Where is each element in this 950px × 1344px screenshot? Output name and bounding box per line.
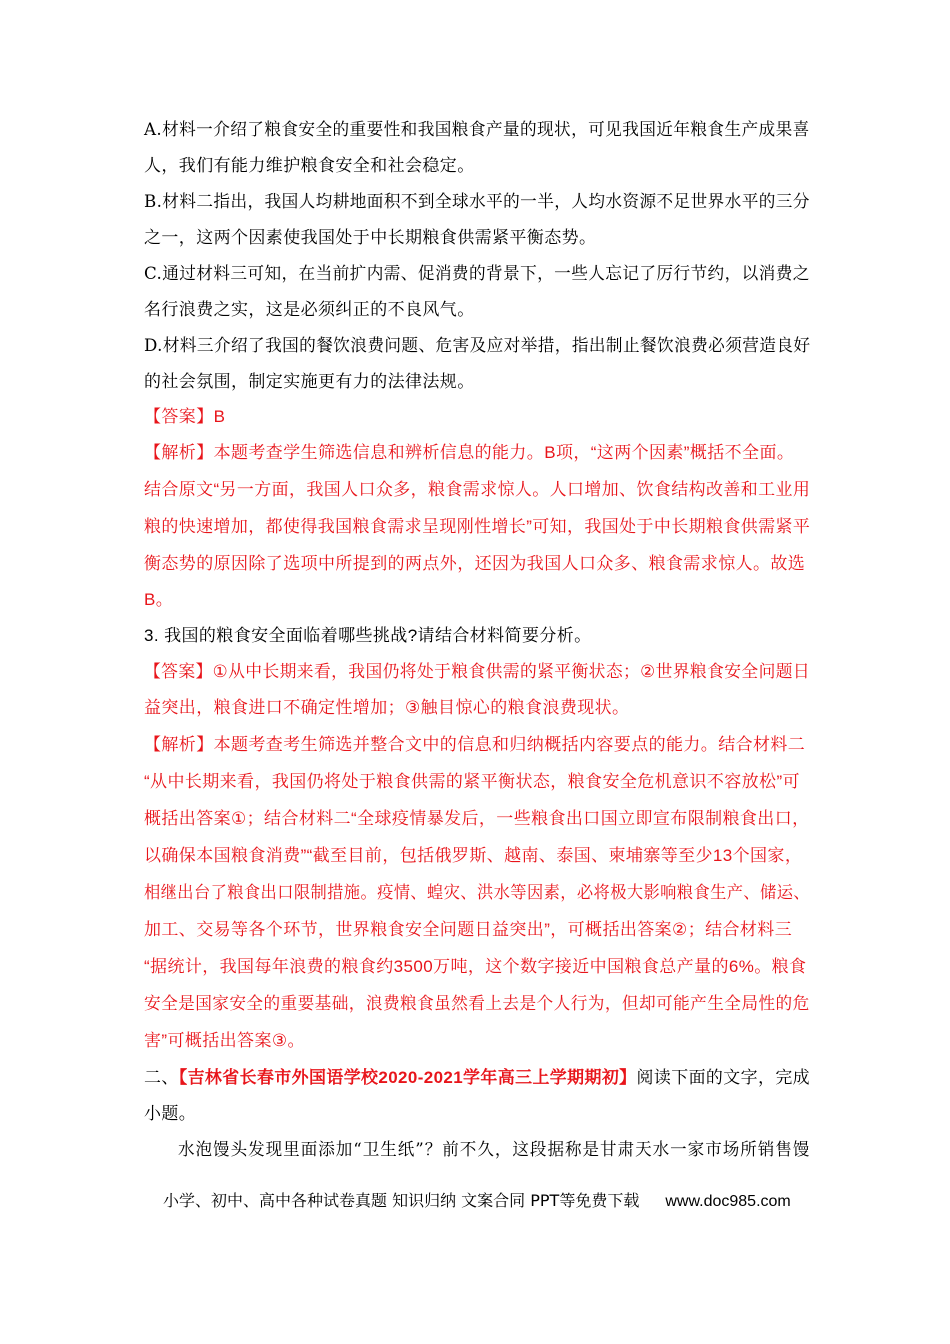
section-2-prefix: 二、 (144, 1068, 179, 1087)
footer-text: 小学、初中、高中各种试卷真题 知识归纳 文案合同 PPT等免费下载 (163, 1191, 640, 1210)
q3-answer-line-2: 益突出，粮食进口不确定性增加；③触目惊心的粮食浪费现状。 (144, 698, 630, 717)
q2-analysis-line-3: 粮的快速增加，都使得我国粮食需求呈现刚性增长”可知，我国处于中长期粮食供需紧平 (144, 517, 811, 536)
q2-answer: 【答案】B (144, 407, 226, 426)
option-d-line-2: 的社会氛围，制定实施更有力的法律法规。 (144, 372, 475, 392)
q3-analysis-line-9: 害”可概括出答案③。 (144, 1031, 305, 1050)
option-a-line-2: 人，我们有能力维护粮食安全和社会稳定。 (144, 156, 475, 176)
q3-answer-line-1: 【答案】①从中长期来看，我国仍将处于粮食供需的紧平衡状态；②世界粮食安全问题日 (144, 662, 811, 681)
footer-url[interactable]: www.doc985.com (665, 1193, 791, 1210)
section-2-heading (144, 1067, 810, 1089)
q3-analysis-line-8: 安全是国家安全的重要基础，浪费粮食虽然看上去是个人行为，但却可能产生全局性的危 (144, 994, 810, 1013)
option-b-line-2: 之一，这两个因素使我国处于中长期粮食供需紧平衡态势。 (144, 228, 597, 248)
page-footer (163, 1190, 791, 1213)
option-c-line-1: C.通过材料三可知，在当前扩内需、促消费的背景下，一些人忘记了厉行节约，以消费之 (144, 264, 810, 284)
q3-analysis-line-5: 相继出台了粮食出口限制措施。疫情、蝗灾、洪水等因素，必将极大影响粮食生产、储运、 (144, 883, 811, 902)
q2-analysis-line-4: 衡态势的原因除了选项中所提到的两点外，还因为我国人口众多、粮食需求惊人。故选 (144, 554, 806, 573)
section-2-instruction: 阅读下面的文字，完成 (636, 1068, 811, 1087)
q3-analysis-line-6: 加工、交易等各个环节，世界粮食安全问题日益突出”，可概括出答案②；结合材料三 (144, 920, 793, 939)
passage-first-line: 水泡馒头发现里面添加“卫生纸”？前不久，这段据称是甘肃天水一家市场所销售馒 (178, 1140, 811, 1160)
q3-question: 3. 我国的粮食安全面临着哪些挑战?请结合材料简要分析。 (144, 626, 592, 645)
q2-analysis-line-1: 【解析】本题考查学生筛选信息和辨析信息的能力。B项，“这两个因素”概括不全面。 (144, 443, 795, 462)
q3-analysis-line-2: “从中长期来看，我国仍将处于粮食供需的紧平衡状态，粮食安全危机意识不容放松”可 (144, 772, 800, 791)
q3-analysis-line-4: 以确保本国粮食消费”“截至目前，包括俄罗斯、越南、泰国、柬埔寨等至少13个国家， (144, 846, 803, 865)
option-b-line-1: B.材料二指出，我国人均耕地面积不到全球水平的一半，人均水资源不足世界水平的三分 (144, 192, 810, 212)
q2-analysis-line-5: B。 (144, 590, 174, 609)
option-d-line-1: D.材料三介绍了我国的餐饮浪费问题、危害及应对举措，指出制止餐饮浪费必须营造良好 (144, 336, 811, 356)
section-2-instruction-cont: 小题。 (144, 1104, 197, 1123)
section-2-source: 【吉林省长春市外国语学校2020-2021学年高三上学期期初】 (178, 1068, 637, 1087)
q2-analysis-line-2: 结合原文“另一方面，我国人口众多，粮食需求惊人。人口增加、饮食结构改善和工业用 (144, 480, 811, 499)
option-a-line-1: A.材料一介绍了粮食安全的重要性和我国粮食产量的现状，可见我国近年粮食生产成果喜 (144, 120, 810, 140)
q3-analysis-line-3: 概括出答案①；结合材料二“全球疫情暴发后，一些粮食出口国立即宣布限制粮食出口， (144, 809, 810, 828)
q3-analysis-line-7: “据统计，我国每年浪费的粮食约3500万吨，这个数字接近中国粮食总产量的6%。粮食 (144, 957, 807, 976)
option-c-line-2: 名行浪费之实，这是必须纠正的不良风气。 (144, 300, 475, 320)
q3-analysis-line-1: 【解析】本题考查考生筛选并整合文中的信息和归纳概括内容要点的能力。结合材料二 (144, 735, 806, 754)
